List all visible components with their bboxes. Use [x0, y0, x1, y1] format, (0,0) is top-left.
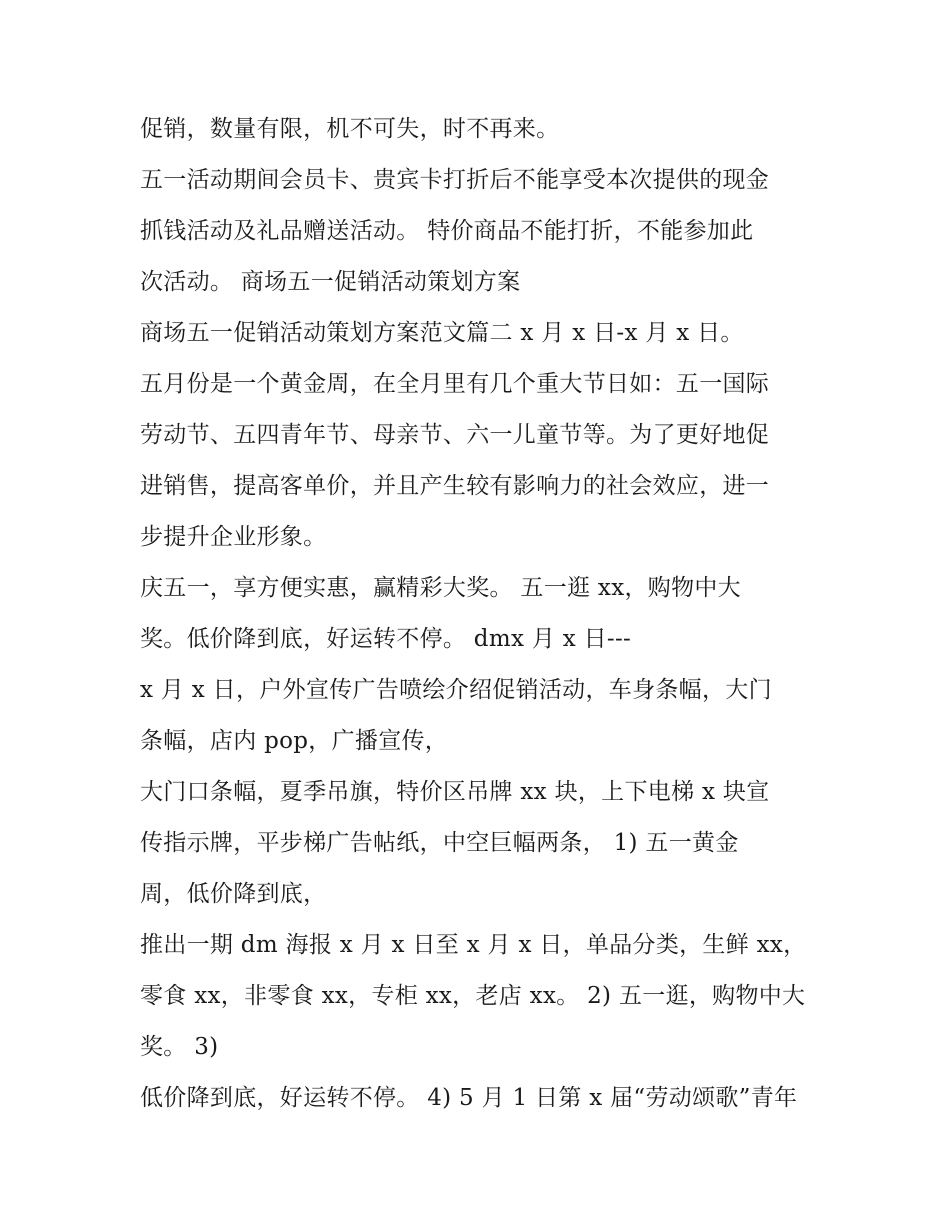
- text-line: 奖。 3): [140, 1034, 219, 1060]
- text-line: 步提升企业形象。: [140, 524, 327, 550]
- text-line: 周，低价降到底，: [140, 881, 327, 907]
- text-line: 五月份是一个黄金周，在全月里有几个重大节日如：五一国际: [140, 371, 770, 397]
- text-line: 劳动节、五四青年节、母亲节、六一儿童节等。为了更好地促: [140, 422, 770, 448]
- text-line: x 月 x 日，户外宣传广告喷绘介绍促销活动，车身条幅，大门: [140, 677, 772, 703]
- text-line: 抓钱活动及礼品赠送活动。 特价商品不能打折，不能参加此: [140, 218, 754, 244]
- text-line: 零食 xx，非零食 xx，专柜 xx，老店 xx。 2) 五一逛，购物中大: [140, 983, 806, 1009]
- text-line: 促销，数量有限，机不可失，时不再来。: [140, 116, 560, 142]
- text-line: 低价降到底，好运转不停。 4) 5 月 1 日第 x 届“劳动颂歌”青年: [140, 1085, 798, 1111]
- document-body: [140, 104, 820, 1124]
- text-line: 推出一期 dm 海报 x 月 x 日至 x 月 x 日，单品分类，生鲜 xx，: [140, 932, 807, 958]
- text-line: 次活动。 商场五一促销活动策划方案: [140, 269, 521, 295]
- text-line: 传指示牌，平步梯广告帖纸，中空巨幅两条， 1) 五一黄金: [140, 830, 739, 856]
- text-line: 进销售，提高客单价，并且产生较有影响力的社会效应，进一: [140, 473, 770, 499]
- text-line: 商场五一促销活动策划方案范文篇二 x 月 x 日-x 月 x 日。: [140, 320, 744, 346]
- text-line: 庆五一，享方便实惠，赢精彩大奖。 五一逛 xx，购物中大: [140, 575, 741, 601]
- text-line: 大门口条幅，夏季吊旗，特价区吊牌 xx 块，上下电梯 x 块宣: [140, 779, 770, 805]
- text-line: 条幅，店内 pop，广播宣传，: [140, 728, 449, 754]
- text-line: 五一活动期间会员卡、贵宾卡打折后不能享受本次提供的现金: [140, 167, 770, 193]
- text-line: 奖。低价降到底，好运转不停。 dmx 月 x 日---: [140, 626, 632, 652]
